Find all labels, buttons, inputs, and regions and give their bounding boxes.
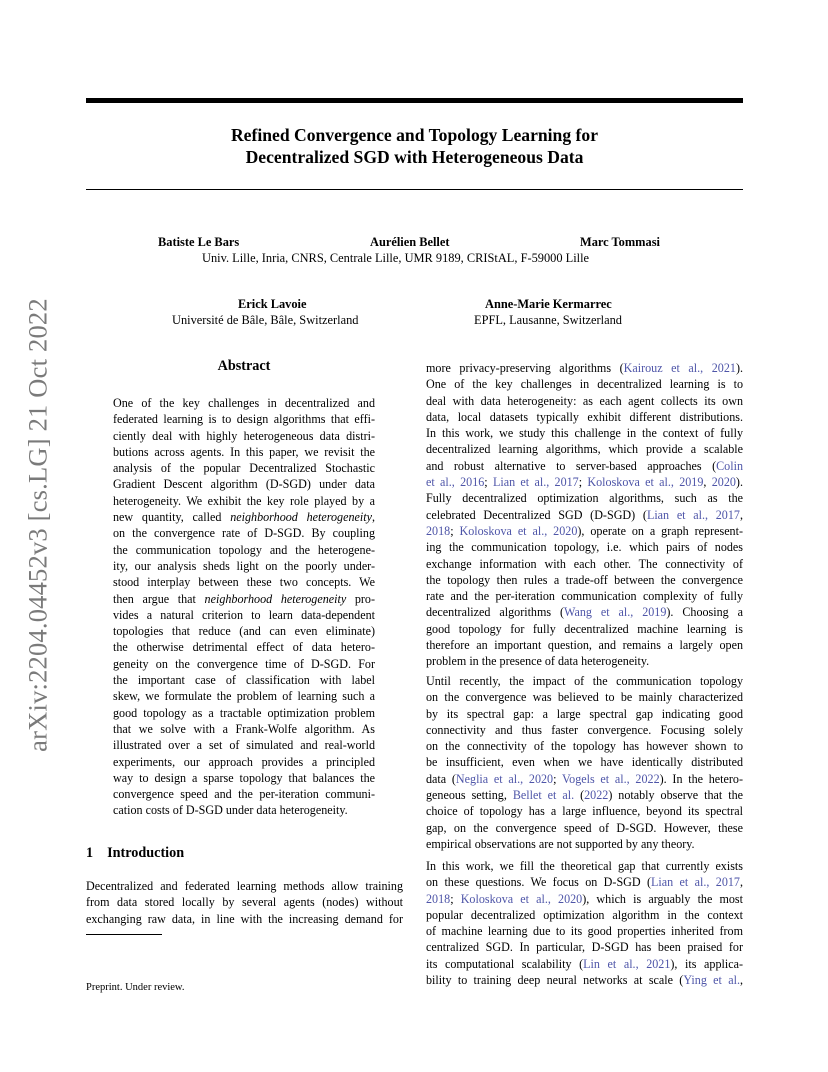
text-line: be insufficient, even when we have identically distributed: [426, 755, 743, 770]
text-line: Until recently, the impact of the communication topology: [426, 674, 743, 688]
citation-link[interactable]: Lian et al., 2017: [651, 875, 740, 890]
text-line: therefore an important question, and remains a largely open: [426, 638, 743, 653]
text-line: the otherwise detrimental effect of data hetero-: [113, 640, 375, 655]
text-line: heterogeneity. We exhibit the key role played by a: [113, 493, 375, 508]
citation-link[interactable]: Bellet et al.: [512, 788, 575, 803]
citation-link[interactable]: Lian et al., 2017: [646, 507, 740, 522]
text-line: bility to training deep neural networks at scale (Ying et al.,: [426, 973, 743, 988]
text-line: its computational scalability (Lin et al., 2021), its applica-: [426, 956, 743, 971]
citation-link[interactable]: 2022: [584, 788, 609, 803]
text-line: cation costs of D-SGD under data heterogeneity.: [113, 803, 348, 818]
title-line: Refined Convergence and Topology Learning for: [230, 125, 599, 145]
author-affiliation: Université de Bâle, Bâle, Switzerland: [172, 313, 359, 327]
text-line: topologies that reduce (and can even eliminate): [113, 624, 375, 639]
author-affiliation: EPFL, Lausanne, Switzerland: [474, 313, 622, 327]
text-line: then argue that neighborhood heterogeneity pro-: [113, 591, 375, 606]
citation-link[interactable]: et al., 2016: [426, 475, 485, 490]
text-line: Decentralized and federated learning methods allow training: [86, 879, 403, 893]
text-line: In this work, we fill the theoretical gap that currently exists: [426, 859, 743, 873]
citation-link[interactable]: Koloskova et al., 2020: [460, 891, 583, 906]
text-line: Gradient Descent algorithm (D-SGD) under data: [113, 477, 375, 492]
text-line: geneity on the convergence time of D-SGD. For: [113, 656, 375, 671]
text-line: rate and the per-iteration communication complexity of fully: [426, 589, 743, 604]
citation-link[interactable]: Colin: [716, 458, 743, 473]
citation-link[interactable]: Lin et al., 2021: [583, 956, 671, 971]
text-line: decentralized learning algorithms, which provide a scalable: [426, 442, 743, 457]
text-line: popular decentralized optimization algorithm in the context: [426, 907, 743, 922]
citation-link[interactable]: Kairouz et al., 2021: [623, 361, 736, 375]
text-line: new quantity, called neighborhood heterogeneity,: [113, 510, 376, 525]
text-line: federated learning is to design algorithms that effi-: [113, 412, 375, 427]
text-line: exchange information with each other. The connectivity of: [426, 556, 743, 571]
emphasized-term: neighborhood heterogeneity: [230, 510, 372, 525]
text-line: decentralized algorithms (Wang et al., 2019). Choosing a: [426, 605, 744, 620]
section-number: 1: [86, 845, 94, 861]
text-line: the communication topology and the heterogene-: [113, 542, 375, 557]
author-name: Aurélien Bellet: [370, 235, 450, 249]
text-line: by its spectral gap: a large spectral gap indicating good: [426, 706, 743, 721]
author-name: Erick Lavoie: [238, 297, 307, 311]
text-line: from data stored locally by several agents (nodes) without: [86, 895, 403, 910]
text-line: et al., 2016; Lian et al., 2017; Koloskova et al., 2019, 2020).: [426, 475, 743, 490]
text-line: In this work, we study this challenge in the context of fully: [426, 426, 743, 441]
emphasized-term: neighborhood heterogeneity: [204, 591, 347, 606]
section-title: Introduction: [107, 845, 185, 861]
text-line: 2018; Koloskova et al., 2020), which is arguably the most: [426, 891, 744, 906]
text-line: of machine learning due to its good properties inherited from: [426, 924, 743, 939]
text-line: centralized SGD. In particular, D-SGD has been praised for: [426, 940, 743, 955]
title-line: Decentralized SGD with Heterogeneous Data: [245, 147, 584, 167]
preprint-note: Preprint. Under review.: [86, 982, 185, 993]
text-line: on these questions. We focus on D-SGD (Lian et al., 2017,: [426, 875, 743, 890]
text-line: that we solve with a Frank-Wolfe algorithm. As: [113, 721, 375, 736]
text-line: more privacy-preserving algorithms (Kairouz et al., 2021).: [426, 361, 743, 375]
text-line: empirical observations are not supported by any theory.: [426, 836, 695, 851]
text-line: the topology then rules a trade-off between the convergence: [426, 572, 743, 587]
text-line: vides a natural criterion to learn data-dependent: [113, 607, 375, 622]
citation-link[interactable]: Neglia et al., 2020: [455, 771, 554, 786]
title-bottom-rule: [86, 189, 743, 190]
text-line: data, local datasets typically exhibit different distributions.: [426, 409, 743, 424]
text-line: analysis of the popular Decentralized Stochastic: [113, 461, 375, 476]
abstract-body: [113, 395, 375, 819]
citation-link[interactable]: Koloskova et al., 2019: [587, 475, 704, 490]
footnote-rule: [86, 934, 162, 935]
text-line: ing the communication topology, i.e. which pairs of nodes: [426, 540, 743, 555]
author-name: Anne-Marie Kermarrec: [485, 297, 612, 311]
text-line: good topology for fully decentralized machine learning is: [426, 621, 743, 636]
intro-paragraph: [426, 858, 743, 988]
text-line: connectivity and thus faster convergence. Focusing solely: [426, 722, 743, 737]
text-line: geneous setting, Bellet et al. (2022) notably observe that the: [426, 788, 743, 803]
citation-link[interactable]: 2018: [426, 891, 451, 906]
citation-link[interactable]: Wang et al., 2019: [564, 605, 667, 620]
text-line: butions across agents. In this paper, we revisit the: [113, 444, 375, 459]
text-line: on the convergence was believed to be mainly characterized: [426, 690, 743, 705]
text-line: illustrated over a set of simulated and real-world: [113, 738, 375, 753]
text-line: exchanging raw data, in line with the increasing demand for: [86, 911, 403, 926]
citation-link[interactable]: Koloskova et al., 2020: [459, 523, 578, 538]
abstract-heading: Abstract: [217, 358, 271, 374]
text-line: skew, we formulate the problem of learning such a: [113, 689, 375, 704]
citation-link[interactable]: 2020: [711, 475, 736, 490]
author-name: Marc Tommasi: [580, 235, 660, 249]
text-line: the important case of classification with label: [113, 673, 375, 688]
text-line: ciently deal with highly heterogeneous data distri-: [113, 428, 375, 443]
citation-link[interactable]: Ying et al.: [683, 973, 740, 988]
text-line: celebrated Decentralized SGD (D-SGD) (Lian et al., 2017,: [426, 507, 743, 522]
text-line: ity, our analysis sheds light on the poorly under-: [113, 558, 375, 573]
text-line: experiments, our approach provides a principled: [113, 754, 375, 769]
text-line: on the convergence rate of D-SGD. By coupling: [113, 526, 375, 541]
text-line: choice of topology has a large influence, beyond its spectral: [426, 804, 743, 819]
title-top-rule: [86, 98, 743, 103]
intro-paragraph: [426, 673, 743, 852]
text-line: deal with data heterogeneity: as each agent collects its own: [426, 393, 743, 408]
text-line: data (Neglia et al., 2020; Vogels et al., 2022). In the hetero-: [426, 771, 744, 786]
text-line: One of the key challenges in decentralized learning is to: [426, 377, 743, 392]
citation-link[interactable]: 2018: [426, 523, 451, 538]
intro-paragraph: [86, 878, 403, 927]
text-line: on the connectivity of the topology has however shown to: [426, 739, 743, 754]
text-line: way to design a sparse topology that balances the: [113, 770, 375, 785]
text-line: gap, on the convergence speed of D-SGD. However, these: [426, 820, 743, 835]
text-line: problem in the presence of data heterogeneity.: [426, 654, 650, 669]
text-line: Fully decentralized optimization algorithms, such as the: [426, 491, 743, 506]
text-line: convergence speed and the per-iteration communi-: [113, 787, 375, 802]
citation-link[interactable]: Vogels et al., 2022: [561, 771, 660, 786]
citation-link[interactable]: Lian et al., 2017: [492, 475, 579, 490]
text-line: One of the key challenges in decentralized and: [113, 396, 375, 410]
text-line: stood interplay between these two concepts. We: [113, 575, 375, 590]
author-affiliation: Univ. Lille, Inria, CNRS, Centrale Lille, UMR 9189, CRIStAL, F-59000 Lille: [202, 251, 590, 265]
author-name: Batiste Le Bars: [158, 235, 240, 249]
text-line: good topology as a tractable optimization problem: [113, 705, 375, 720]
intro-paragraph: [426, 360, 743, 670]
section-heading: [86, 845, 184, 862]
text-line: 2018; Koloskova et al., 2020), operate on a graph represent-: [426, 523, 743, 538]
paper-title: [86, 124, 743, 168]
text-line: and robust alternative to server-based approaches (Colin: [426, 458, 743, 473]
